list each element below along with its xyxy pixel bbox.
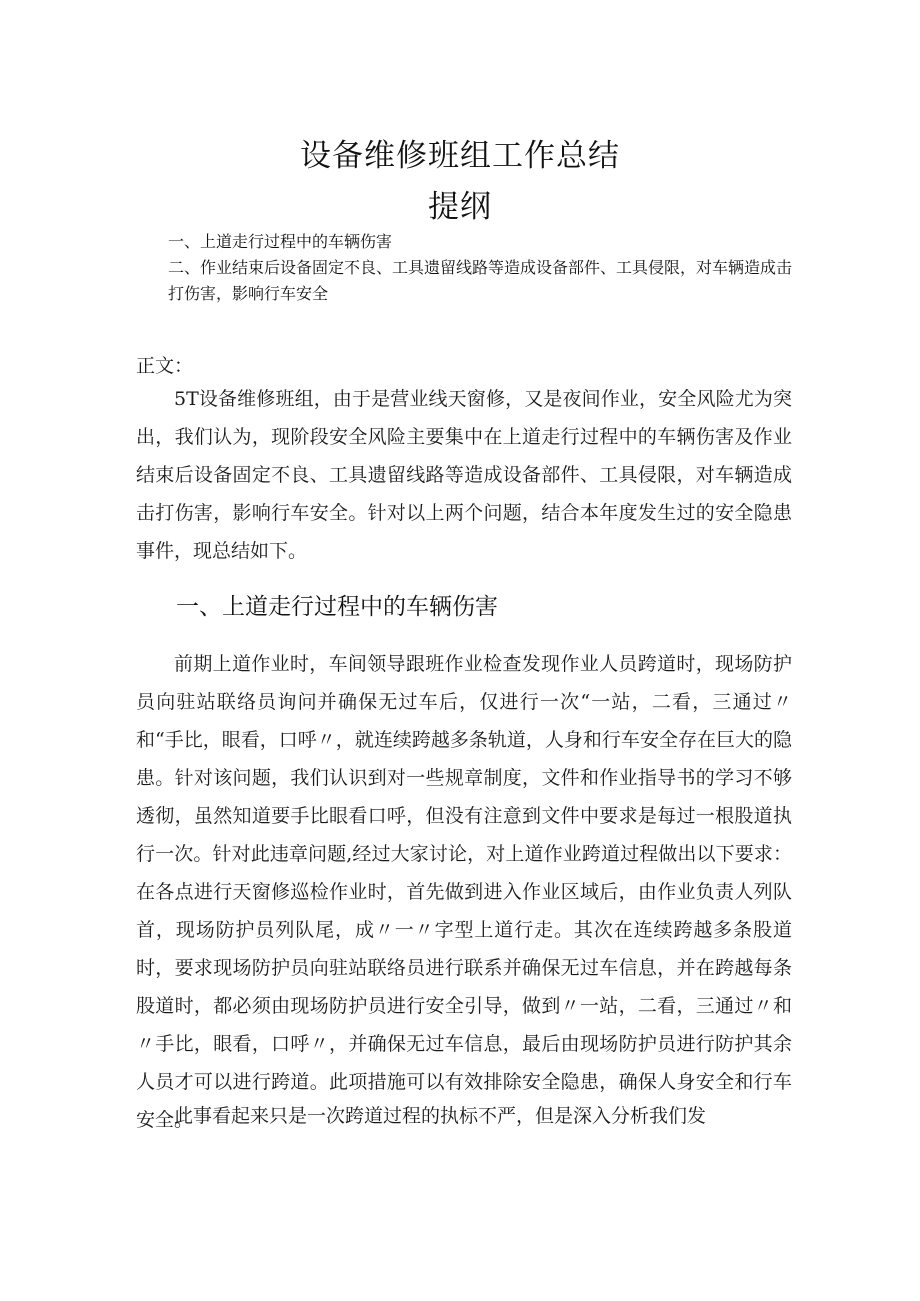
document-title: 设备维修班组工作总结 [300, 138, 620, 174]
section-1-paragraph-2: 此事看起来只是一次跨道过程的执标不严，但是深入分析我们发 [174, 1105, 707, 1127]
outline-item-2: 二、作业结束后设备固定不良、工具遗留线路等造成设备部件、工具侵限，对车辆造成击打伤害，影响行车安全 [168, 258, 793, 303]
document-subtitle: 提纲 [428, 189, 492, 225]
section-1-paragraph-1: 前期上道作业时，车间领导跟班作业检查发现作业人员跨道时，现场防护员向驻站联络员询问并确保无过车后，仅进行一次“一站，二看，三通过〃和“手比，眼看，口呼〃，就连续跨越多条轨道，人身和行车安全存在巨大的隐患。针对该问题，我们认识到对一些规章制度，文件和作业指导书的学习不够透彻，虽然知道要手比眼看口呼，但没有注意到文件中要求是每过一根股道执行一次。针对此违章问题,经过大家讨论，对上道作业跨道过程做出以下要求：在各点进行天窗修巡检作业时，首先做到进入作业区域后，由作业负责人列队首，现场防护员列队尾，成〃一〃字型上道行走。其次在连续跨越多条股道时，要求现场防护员向驻站联络员进行联系并确保无过车信息，并在跨越每条股道时，都必须由现场防护员进行安全引导，做到〃一站，二看，三通过〃和〃手比，眼看，口呼〃，并确保无过车信息，最后由现场防护员进行防护其余人员才可以进行跨道。此项措施可以有效排除安全隐患，确保人身安全和行车安全。 [136, 653, 792, 1131]
outline-item-1: 一、上道走行过程中的车辆伤害 [168, 232, 393, 251]
body-label: 正文： [136, 355, 194, 377]
intro-paragraph: 5T设备维修班组，由于是营业线天窗修，又是夜间作业，安全风险尤为突出，我们认为，现阶段安全风险主要集中在上道走行过程中的车辆伤害及作业结束后设备固定不良、工具遗留线路等造成设备部件、工具侵限，对车辆造成击打伤害，影响行车安全。针对以上两个问题，结合本年度发生过的安全隐患事件，现总结如下。 [136, 388, 792, 562]
section-1-heading: 一、上道走行过程中的车辆伤害 [176, 594, 498, 620]
